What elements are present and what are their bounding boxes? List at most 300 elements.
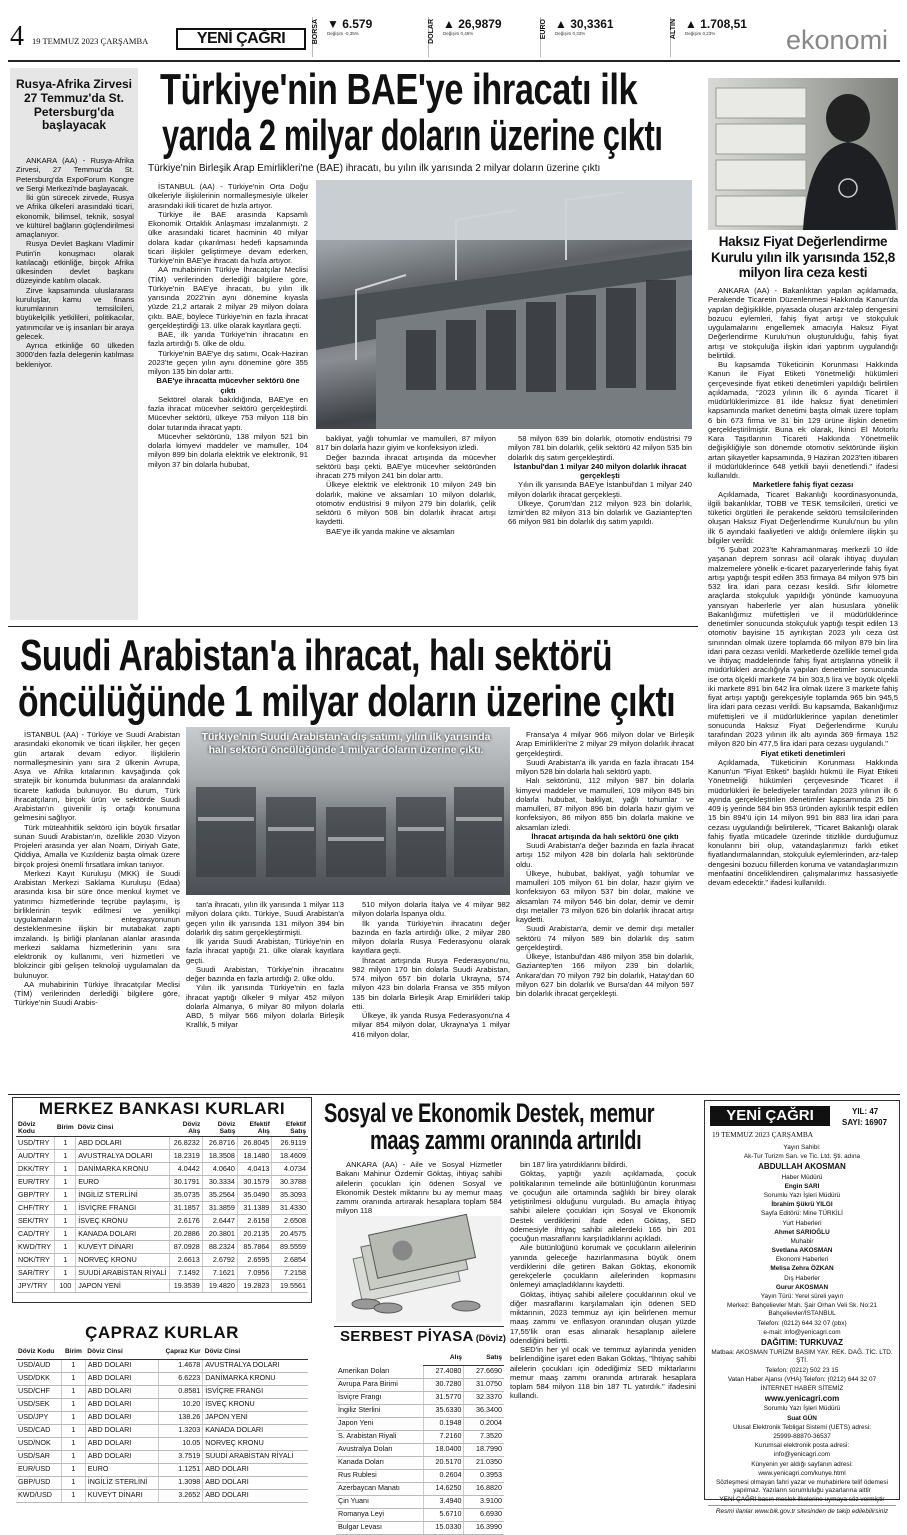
table-cell: ABD DOLARI	[203, 1476, 308, 1489]
ticker-change: Değişim 0,33%	[555, 31, 586, 37]
header-cell: Çapraz Kur	[158, 1346, 202, 1359]
capraz-table	[16, 1346, 308, 1503]
table-cell: EURO	[85, 1463, 158, 1476]
paragraph: İSTANBUL (AA) - Türkiye ve Suudi Arabistan arasındaki ekonomik ve ticari ilişkiler, her geçen gün artarak devam ediyor. İlişkilerin normalleşmesinin yanı sıra 2 ülkenin Avrupa, Asya ve Afrika kıtalarının kavşağında çok stratejik bir konumda bulunması da aralarındaki ticarete katkıda bulunuyor. Bu durum, Türk ihracatçıların, birçok ürün ve sektörde Suudi Arabistan'ın güvenilir iş ortağı konumuna gelmesini sağlıyor.	[14, 730, 180, 823]
table-row	[16, 1201, 308, 1214]
sidebar-title: Rusya-Afrika Zirvesi 27 Temmuz'da St. Petersburg'da başlayacak	[15, 77, 133, 133]
table-row	[16, 1149, 308, 1162]
table-cell: 20.4575	[272, 1227, 308, 1240]
table-cell: İSVEÇ KRONU	[203, 1398, 308, 1411]
table-row	[16, 1240, 308, 1253]
table-row	[336, 1404, 504, 1417]
table-row	[16, 1463, 308, 1476]
table-cell: Japon Yeni	[336, 1417, 423, 1430]
kunye-line: www.yenicagri.com/kunye.html	[758, 1469, 846, 1477]
table-row	[16, 1162, 308, 1175]
saudi-title-line2: öncülüğünde 1 milyar doların üzerine çıktı	[18, 677, 676, 726]
table-cell: 1	[55, 1188, 76, 1201]
table-cell: 20.2886	[169, 1227, 202, 1240]
table-cell: 30.7280	[423, 1378, 464, 1391]
table-cell: İNGİLİZ STERLİNİ	[76, 1188, 169, 1201]
table-cell: 35.2564	[202, 1188, 237, 1201]
port-container-photo	[316, 180, 692, 429]
table-cell: 7.2158	[272, 1266, 308, 1279]
kunye-line: info@yenicagri.com	[773, 1451, 831, 1459]
merkez-title: MERKEZ BANKASI KURLARI	[38, 1099, 286, 1118]
table-cell: JAPON YENİ	[203, 1411, 308, 1424]
table-row	[16, 1136, 308, 1149]
table-cell: 2.6854	[272, 1253, 308, 1266]
table-cell: 31.3859	[202, 1201, 237, 1214]
table-row	[336, 1443, 504, 1456]
table-row	[16, 1489, 308, 1502]
table-row	[336, 1495, 504, 1508]
paragraph: ANKARA (AA) - Aile ve Sosyal Hizmetler Bakanı Mahinur Özdemir Göktaş, ihtiyaç sahibi ailelerin çocukları için ödenen Sosyal ve Ekonomik Destek miktarını bu ay memur maaş zammı oranında artırarak hesaplara toplam 584 milyon 118	[336, 1160, 502, 1216]
ticker-2	[540, 17, 614, 57]
table-row	[336, 1365, 504, 1378]
paragraph: bakliyat, yağlı tohumlar ve mamulleri, 87 milyon 817 bin dolarla hazır giyim ve konfeksiyon izledi.	[316, 434, 496, 453]
kunye-line: Haber Müdürü	[781, 1173, 823, 1181]
header-cell: Alış	[423, 1352, 464, 1365]
table-cell: Kanada Doları	[336, 1456, 423, 1469]
kunye-line: Yayın Türü: Yerel süreli yayın	[760, 1293, 844, 1301]
table-cell: 1	[62, 1476, 86, 1489]
table-row	[336, 1417, 504, 1430]
table-cell: GBP/TRY	[16, 1188, 55, 1201]
table-cell: AVUSTRALYA DOLARI	[76, 1149, 169, 1162]
serbest-table	[336, 1352, 504, 1535]
ticker-label: EURO	[540, 19, 547, 40]
paragraph: İlk yarıda Türkiye'nin ihracatını değer bazında en fazla artırdığı ülke, 2 milyar 280 milyon dolarla Rusya Federasyonu olarak kayıtlara geçti.	[352, 918, 510, 956]
table-cell: Avustralya Doları	[336, 1443, 423, 1456]
table-header-row	[16, 1346, 308, 1359]
table-cell: 1	[62, 1424, 86, 1437]
table-cell: 1.4678	[158, 1359, 202, 1372]
table-cell: 30.3788	[272, 1175, 308, 1188]
paragraph: Açıklamada, Ticaret Bakanlığı koordinasyonunda, ilgili bakanlıklar, TOBB ve TESK temsilcileri, üretici ve tüketici örgütleri ile perakende sektörü temsilcilerinden oluşan Haksız Fiyat Değerlendirme Kurulu'nun bu yılın ilk 6 ayındaki faaliyetleri ve aldığı önlemlere ilişkin şu bilgiler verildi:	[708, 489, 898, 545]
table-cell: DKK/TRY	[16, 1162, 55, 1175]
table-cell: 85.7864	[237, 1240, 271, 1253]
header-cell: Satış	[464, 1352, 504, 1365]
kunye-line: www.yenicagri.com	[764, 1394, 840, 1404]
table-cell: 3.9100	[464, 1495, 504, 1508]
bae-title-line2: yarıda 2 milyar doların üzerine çıktı	[162, 111, 663, 160]
table-cell: 31.1857	[169, 1201, 202, 1214]
kunye-line: İbrahim Şükrü YILGI	[771, 1201, 833, 1209]
mid-rule	[8, 626, 698, 627]
table-cell: 1.1251	[158, 1463, 202, 1476]
paragraph: Ülkeye, Çorum'dan 212 milyon 923 bin dolarlık, İzmir'den 82 milyon 313 bin dolarlık ve Gaziantep'ten 66 milyon 981 bin dolarlık dış satım yapıldı.	[508, 498, 692, 527]
paragraph: Göktaş, yaptığı yazılı açıklamada, çocuk politikalarının temelinde aile bütünlüğünün korunması ve çocuğun aile ortamında sağlıklı bir birey olarak yetiştirilmesi olduğunu vurguladı. Bu amaçla ihtiyaç sahibi ailelere çocukları için Sosyal ve Ekonomik Destek verdiklerini ifade eden Göktaş, SED ödemesiyle ihtiyaç sahibi ailelerdeki 165 bin 201 çocuğun masraflarını karşıladıklarını açıkladı.	[510, 1169, 696, 1243]
paragraph: Türkiye ile BAE arasında Kapsamlı Ekonomik Ortaklık Anlaşması imzalanmıştı. 2 ülke arasındaki ticaret hacminin 40 milyar dolara kadar çıkarılması hedefi kapsamında ticari ilişkiler geliştirmeye devam ederken, Türkiye'nin BAE'ye ihracatı da hızla artıyor.	[148, 209, 308, 265]
table-cell: 1	[55, 1227, 76, 1240]
table-cell: 32.3370	[464, 1391, 504, 1404]
paragraph: BAE, ilk yarıda Türkiye'nin ihracatını en fazla artırdığı 5. ülke de oldu.	[148, 330, 308, 349]
table-cell: 1	[62, 1450, 86, 1463]
kunye-line: Telefon: (0212) 502 23 15	[765, 1366, 839, 1374]
kunye-logo	[710, 1106, 830, 1126]
table-cell: Bulgar Levası	[336, 1521, 423, 1534]
table-cell: 18.1480	[237, 1149, 271, 1162]
table-cell: Azerbaycan Manatı	[336, 1482, 423, 1495]
table-cell: ABD DOLARI	[85, 1385, 158, 1398]
section-name: ekonomi	[786, 25, 889, 55]
table-row	[16, 1253, 308, 1266]
table-cell: CAD/TRY	[16, 1227, 55, 1240]
table-cell: 35.6330	[423, 1404, 464, 1417]
table-cell: 1.3098	[158, 1476, 202, 1489]
table-cell: DANİMARKA KRONU	[203, 1372, 308, 1385]
table-row	[336, 1391, 504, 1404]
table-cell: AUD/TRY	[16, 1149, 55, 1162]
table-row	[16, 1266, 308, 1279]
kunye-line: Sayfa Editörü: Mine TÜRKİLİ	[761, 1210, 843, 1218]
serbest-title: SERBEST PİYASA	[340, 1328, 474, 1345]
fiyat-body	[708, 286, 898, 1091]
ticker-label: BORSA	[312, 19, 319, 45]
table-cell: 0.1948	[423, 1417, 464, 1430]
paragraph: Ayrıca etkinliğe 60 ülkeden 3000'den fazla delegenin katılması bekleniyor.	[16, 341, 134, 369]
paragraph: ANKARA (AA) - Rusya-Afrika Zirvesi, 27 Temmuz'da St. Petersburg'da ExpoForum Kongre ve Sergi Merkezi'nde başlayacak.	[16, 156, 134, 193]
table-cell: 5.6710	[423, 1508, 464, 1521]
table-cell: 0.2604	[423, 1469, 464, 1482]
table-cell: KUVEYT DİNARI	[85, 1489, 158, 1502]
paragraph: Değer bazında ihracat artışında da mücevher sektörü başı çekti. BAE'ye mücevher sektöründen ihracatı 275 milyon 241 bin dolar arttı.	[316, 452, 496, 480]
paragraph: Mücevher sektörünü, 138 milyon 521 bin dolarla kimyevi maddeler ve mamuller, 104 milyon 899 bin dolarla elektrik ve elektronik, 91 milyon 37 bin dolarla hububat,	[148, 431, 308, 469]
paragraph: bin 187 lira yatırdıklarını bildirdi.	[520, 1160, 628, 1169]
kunye-line: Gurur AKOSMAN	[775, 1283, 829, 1291]
table-cell: 1	[62, 1385, 86, 1398]
table-cell: JPY/TRY	[16, 1279, 55, 1292]
table-cell: 7.0956	[237, 1266, 271, 1279]
table-cell: 2.6508	[272, 1214, 308, 1227]
paragraph: Yılın ilk yarısında Türkiye'nin en fazla ihracat yaptığı ülkeler 9 milyar 452 milyon dolarla Almanya, 6 milyar 80 milyon dolarla ABD, 5 milyar 566 milyon dolarla Birleşik Krallık, 5 milyar	[186, 983, 344, 1030]
table-cell: 2.6792	[202, 1253, 237, 1266]
money-photo-art	[336, 1216, 502, 1322]
paragraph: Bu kapsamda Tüketicinin Korunması Hakkında Kanun ile Fiyat Etiketi Yönetmeliği hükümleri çerçevesinde fiyat etiketi denetimleri yapıldığı belirtilen açıklamada, "2023 yılının ilk 6 ayında Ticaret il müdürlüklerimizce 81 ilde haksız fiyat denetimleri kapsamında market denetimi başta olmak üzere toplam 6 bin 673 firma ve 31 bin 129 ürüne ilişkin denetim gerçekleştirilmiştir. Buna ek olarak, İkinci El Motorlu Kara Taşıtlarının Ticareti Hakkında Yönetmelik değişikliğiyle son dönemde otomotiv sektöründe ilişkin artan şikayetler kapsamında, 9 Haziran 2023'ten itibaren il müdürlüklerince 648 yetkili bayii denetlendi." ifadesi kullanıldı.	[708, 360, 898, 480]
table-cell: ABD DOLARI	[85, 1437, 158, 1450]
table-cell: 1	[55, 1253, 76, 1266]
table-row	[16, 1359, 308, 1372]
table-cell: 19.4820	[202, 1279, 237, 1292]
table-cell: İSVEÇ KRONU	[76, 1214, 169, 1227]
paragraph: İhracat artışında Rusya Federasyonu'nu, 982 milyon 170 bin dolarla Suudi Arabistan, 574 milyon 657 bin dolarla Ukrayna, 574 milyon 423 bin dolarla Fransa ve 355 milyon 135 bin dolarla Birleşik Arap Emirlikleri takip etti.	[352, 955, 510, 1011]
table-row	[336, 1508, 504, 1521]
table-cell: 1	[62, 1398, 86, 1411]
table-cell: 26.8716	[202, 1136, 237, 1149]
table-cell: 35.0490	[237, 1188, 271, 1201]
table-cell: SUUDİ ARABİSTAN RİYALİ	[76, 1266, 169, 1279]
table-cell: 35.3093	[272, 1188, 308, 1201]
table-cell: 10.05	[158, 1437, 202, 1450]
table-cell: ABD DOLARI	[85, 1359, 158, 1372]
table-cell: 1	[62, 1463, 86, 1476]
header-cell: Döviz Cinsi	[76, 1122, 169, 1136]
ticker-change: Değişim 0,46%	[443, 31, 474, 37]
table-cell: 1	[62, 1411, 86, 1424]
table-cell: KWD/TRY	[16, 1240, 55, 1253]
table-cell: ABD DOLARI	[85, 1372, 158, 1385]
table-cell: Rus Rublesi	[336, 1469, 423, 1482]
table-row	[336, 1469, 504, 1482]
paragraph: Türk müteahhitlik sektörü için büyük fırsatlar sunan Suudi Arabistan'ın, özellikle 2030 Vizyon Projeleri arasında yer alan Noam, Diriyah Gate, Qiddiya, Amalla ve Kızıldeniz başta olmak üzere birçok projesi önemli fırsatlara imkan tanıyor.	[14, 822, 180, 869]
table-cell: KWD/USD	[16, 1489, 62, 1502]
table-cell: 2.6595	[237, 1253, 271, 1266]
kunye-yil: YIL: 47	[852, 1107, 879, 1116]
table-cell: Avrupa Para Birimi	[336, 1378, 423, 1391]
table-cell: İSVİÇRE FRANGI	[76, 1201, 169, 1214]
table-cell: 19.2823	[237, 1279, 271, 1292]
table-cell: 138.26	[158, 1411, 202, 1424]
table-cell: 4.0413	[237, 1162, 271, 1175]
paragraph: Suudi Arabistan'a değer bazında en fazla ihracat artışı 152 milyon 428 bin dolarla halı sektöründe oldu.	[516, 841, 694, 869]
paragraph: Suudi Arabistan'a, demir ve demir dışı metaller sektörü 74 milyon 589 bin dolarlık dış satım gerçekleştirdi.	[516, 924, 694, 952]
table-cell: KANADA DOLARI	[203, 1424, 308, 1437]
kunye-line: Melisa Zehra ÖZKAN	[770, 1265, 834, 1273]
table-cell: 31.0750	[464, 1378, 504, 1391]
table-cell: 2.6176	[169, 1214, 202, 1227]
table-cell: 36.3400	[464, 1404, 504, 1417]
table-cell: İNGİLİZ STERLİNİ	[85, 1476, 158, 1489]
table-cell: 27.6690	[464, 1365, 504, 1378]
table-cell: 16.3990	[464, 1521, 504, 1534]
table-cell: SAR/TRY	[16, 1266, 55, 1279]
subheading: Fiyat etiketi denetimleri	[760, 748, 846, 758]
market-inspector-photo	[708, 78, 898, 230]
kunye-line: e-mail: info@yenicagri.com	[763, 1328, 841, 1336]
saudi-title-line1: Suudi Arabistan'a ihracat, halı sektörü	[20, 631, 613, 680]
table-cell: 18.7990	[464, 1443, 504, 1456]
header-cell: Döviz Alış	[169, 1122, 202, 1136]
table-cell: 1	[55, 1162, 76, 1175]
table-cell: 1	[55, 1240, 76, 1253]
kunye-line: YENİ ÇAĞRI basın meslek ilkelerine uymaya söz vermiştir	[719, 1496, 885, 1504]
paragraph: tan'a ihracatı, yılın ilk yarısında 1 milyar 113 milyon dolara çıktı. Türkiye, Suudi Arabistan'a geçen yılın ilk yarısında 131 milyon 394 bin dolarlık dış satım gerçekleştirmişti.	[186, 900, 344, 937]
table-row	[16, 1424, 308, 1437]
table-cell: 10.20	[158, 1398, 202, 1411]
header-cell	[336, 1352, 423, 1365]
table-cell: KANADA DOLARI	[76, 1227, 169, 1240]
paragraph: Sektörel olarak bakıldığında, BAE'ye en fazla ihracat mücevher sektörü gerçekleştirdi. Mücevher sektörü, ülkeye 753 milyon 118 bin dolar tutarında ihracat yaptı.	[148, 394, 308, 432]
kunye-line: Yayın Sahibi:	[783, 1144, 821, 1151]
page-number: 4	[10, 21, 24, 52]
table-cell: USD/DKK	[16, 1372, 62, 1385]
subheading: İhracat artışında da halı sektörü öne çıktı	[531, 831, 679, 841]
ticker-value: ▼ 6.579	[327, 17, 373, 31]
paragraph: Ülkeye, hububat, bakliyat, yağlı tohumlar ve mamulleri 105 milyon 61 bin dolar, hazır giyim ve konfeksiyon 63 milyon 537 bin dolar, makine ve aksamları 74 milyon 546 bin dolar, demir ve demir dışı metaller 73 milyon 626 bin dolarlık ihracat artışı kaydetti.	[516, 868, 694, 924]
bae-column-1	[148, 182, 308, 602]
table-cell: 14.6250	[423, 1482, 464, 1495]
paragraph: SED'in her yıl ocak ve temmuz aylarında yeniden belirlendiğine işaret eden Bakan Göktaş, "İhtiyaç sahibi ailelerin çocukları için ödediğimiz SED miktarlarını memur maaş zammı oranında artırarak hesaplara toplam 584 milyon 118 bin 187 TL yatırdık." ifadesini kullandı.	[510, 1345, 696, 1401]
paragraph: 510 milyon dolarla İtalya ve 4 milyar 982 milyon dolarla İspanya oldu.	[352, 900, 510, 919]
table-cell: JAPON YENİ	[76, 1279, 169, 1292]
paragraph: İki gün sürecek zirvede, Rusya ve Afrika ülkeleri arasındaki ticari, ekonomik, bilimsel, teknik, sosyal ve kültürel bağların güçlendirilmesi amaçlanıyor.	[16, 193, 134, 239]
paragraph: AA muhabirinin Türkiye İhracatçılar Meclisi (TİM) verilerinden derlediği bilgilere göre, Türkiye'nin Suudi Arabis-	[14, 979, 180, 1008]
header-rule	[8, 60, 900, 62]
table-cell: 3.4940	[423, 1495, 464, 1508]
table-row	[16, 1175, 308, 1188]
table-row	[16, 1437, 308, 1450]
table-cell: 2.6613	[169, 1253, 202, 1266]
kunye-line: Kurumsal elektronik posta adresi:	[754, 1442, 850, 1450]
capraz-table-wrap	[16, 1346, 308, 1503]
bae-column-3	[508, 434, 692, 604]
ticker-value: ▲ 26,9879	[443, 17, 502, 31]
ticker-value: ▲ 1.708,51	[685, 17, 747, 31]
paragraph: Ülkeye, ilk yarıda Rusya Federasyonu'na 4 milyar 854 milyon dolar, Ukrayna'ya 1 milyar 416 milyon dolar,	[352, 1011, 510, 1039]
table-cell: 1	[62, 1489, 86, 1502]
ticker-1	[428, 17, 502, 57]
table-cell: DANİMARKA KRONU	[76, 1162, 169, 1175]
paragraph: AA muhabirinin Türkiye İhracatçılar Meclisi (TİM) verilerinden derlediği bilgilere göre, Türkiye'nin BAE'ye ihracatı, bu yılın ilk yarısında 2022'nin aynı dönemine kıyasla yüzde 21,2 artarak 2 milyar 29 milyon dolara çıktı. BAE, böylece Türkiye'nin en fazla ihracat gerçekleştirdiği 13. ülke olarak kayıtlara geçti.	[148, 265, 308, 330]
table-cell: 15.0330	[423, 1521, 464, 1534]
table-cell: 1	[62, 1437, 86, 1450]
table-cell: 6.6223	[158, 1372, 202, 1385]
bae-title-line1: Türkiye'nin BAE'ye ihracatı ilk	[160, 65, 638, 114]
table-cell: 1	[62, 1359, 86, 1372]
paragraph: Göktaş, ihtiyaç sahibi ailelere çocuklarının okul ve diğer masraflarını karşılamaları için ödenen SED miktarının, 2023 temmuz ayı için belirlenen memur maaş zammı ve enflasyon oranından oluşan yüzde 17,55'lik oran esas alınarak hesaplanıp ailelere ödendiğini belirtti.	[510, 1289, 696, 1345]
paragraph: 58 milyon 639 bin dolarlık, otomotiv endüstrisi 79 milyon 781 bin dolarlık, çelik sektörü 42 milyon 535 bin dolarlık dış satım gerçekleştirdi.	[508, 434, 692, 462]
kunye-line: Sorumlu Yazı İşleri Müdürü	[763, 1191, 841, 1199]
table-cell: KUVEYT DİNARI	[76, 1240, 169, 1253]
kunye-line: Sözleşmesi olmayan fahri yazar ve muhabirlere telif ödemesi yapılmaz. Yazıların sorumluluğu yazarlarına aittir	[716, 1478, 888, 1495]
paragraph: ANKARA (AA) - Bakanlıktan yapılan açıklamada, Perakende Ticaretin Düzenlenmesi Hakkında Kanun'da yapılan değişiklikle, piyasada oluşan arz-talep dengesini bozucu eylemleri, fahiş fiyat artışı ve stokçuluk uygulamalarını engellemek amacıyla Haksız Fiyat Değerlendirme Kurulu'nun oluşturulduğu, fahiş fiyat artışı ve stokçuluğa ilişkin idari yaptırım uygulandığı belirtildi.	[708, 286, 898, 360]
table-cell: 21.0350	[464, 1456, 504, 1469]
paragraph: Suudi Arabistan'a ilk yarıda en fazla ihracatı 154 milyon 528 bin dolarla halı sektörü yaptı.	[516, 757, 694, 776]
paragraph: Halı sektörünü, 112 milyon 987 bin dolarla kimyevi maddeler ve mamulleri, 109 milyon 845 bin dolarla hububat, bakliyat, yağlı tohumlar ve mamulleri, 87 milyon 896 bin dolarla hazır giyim ve konfeksiyon, 86 milyon 855 bin dolarla makine ve aksamları izledi.	[516, 776, 694, 832]
saudi-column-3	[352, 900, 510, 1092]
table-cell: 26.9119	[272, 1136, 308, 1149]
paragraph: Yılın ilk yarısında BAE'ye İstanbul'dan 1 milyar 240 milyon dolarlık ihracat gerçekleşti.	[508, 480, 692, 499]
serbest-title-small: (Döviz)	[475, 1333, 506, 1343]
table-cell: USD/CAD	[16, 1424, 62, 1437]
table-cell: ABD DOLARI	[203, 1489, 308, 1502]
table-row	[16, 1398, 308, 1411]
table-cell: 1	[62, 1372, 86, 1385]
kunye-line: Yurt Haberleri	[782, 1219, 822, 1227]
table-cell: 1	[55, 1149, 76, 1162]
table-cell: USD/CHF	[16, 1385, 62, 1398]
subheading: Marketlere fahiş fiyat cezası	[752, 480, 854, 490]
table-cell: 20.2135	[237, 1227, 271, 1240]
kunye-line: 25999-88870-36537	[773, 1432, 831, 1440]
table-cell: 26.8232	[169, 1136, 202, 1149]
paragraph: Türkiye'nin BAE'ye dış satımı, Ocak-Haziran 2023'te geçen yılın aynı dönemine göre 355 milyon 135 bin dolar arttı.	[148, 348, 308, 376]
header-cell: Birim	[55, 1122, 76, 1136]
kunye-line: ABDULLAH AKOSMAN	[758, 1162, 846, 1172]
table-cell: 18.2319	[169, 1149, 202, 1162]
table-cell: 2.6447	[202, 1214, 237, 1227]
kunye-line: Resmi ilanlar www.bik.gov.tr sitesinden de takip edilebilirsiniz	[708, 1505, 896, 1516]
kunye-line: Dış Haberler	[784, 1274, 820, 1282]
table-cell: 7.3520	[464, 1430, 504, 1443]
table-row	[16, 1476, 308, 1489]
paragraph: Ülkeye, İstanbul'dan 486 milyon 358 bin dolarlık, Gaziantep'ten 166 milyon 239 bin dolarlık, Ankara'dan 70 milyon 792 bin dolarlık, Hatay'dan 60 milyon 627 bin dolarlık ve Bursa'dan 44 milyon 597 bin dolarlık ihracat gerçekleşti.	[516, 952, 694, 998]
table-cell: Çin Yuanı	[336, 1495, 423, 1508]
kunye-line: İNTERNET HABER SİTEMİZ	[760, 1384, 844, 1392]
brand-logo	[176, 28, 306, 50]
ticker-value: ▲ 30,3361	[555, 17, 614, 31]
table-cell: USD/NOK	[16, 1437, 62, 1450]
table-cell: USD/JPY	[16, 1411, 62, 1424]
paragraph: Ülkeye elektrik ve elektronik 10 milyon 249 bin dolarlık, makine ve aksamları 10 milyon dolarlık, otomotiv endüstrisi 9 milyon 279 bin dolarlık, çelik sektörü 6 milyon 508 bin dolarlık ihracat artışı kaydetti.	[316, 480, 496, 527]
header-cell: Döviz Satış	[202, 1122, 237, 1136]
table-cell: Amerikan Doları	[336, 1365, 423, 1378]
lower-rule	[8, 1094, 900, 1095]
table-cell: 1.3203	[158, 1424, 202, 1437]
table-cell: ABD DOLARI	[203, 1463, 308, 1476]
table-cell: ABD DOLARI	[85, 1450, 158, 1463]
table-row	[336, 1430, 504, 1443]
table-cell: 4.0442	[169, 1162, 202, 1175]
table-cell: 3.2652	[158, 1489, 202, 1502]
paragraph: İlk yarıda Suudi Arabistan, Türkiye'nin en fazla ihracat yaptığı 21. ülke olarak kayıtlara geçti.	[186, 937, 344, 965]
table-cell: 3.7519	[158, 1450, 202, 1463]
serbest-table-wrap	[336, 1352, 504, 1535]
table-cell: 31.5770	[423, 1391, 464, 1404]
table-row	[336, 1378, 504, 1391]
table-cell: 30.3334	[202, 1175, 237, 1188]
kunye-line: Ulusal Elektronik Tebligat Sistemi (UETS) adresi:	[732, 1423, 872, 1431]
sosyal-title-line2: maaş zammı oranında artırıldı	[370, 1125, 642, 1155]
table-row	[16, 1372, 308, 1385]
table-cell: 1	[55, 1175, 76, 1188]
kunye-line: Muhabir	[790, 1237, 814, 1245]
table-cell: 1	[55, 1136, 76, 1149]
table-cell: 7.2160	[423, 1430, 464, 1443]
paragraph: "6 Şubat 2023'te Kahramanmaraş merkezli 10 ilde yaşanan deprem sonrası acil olarak ihtiyaç duyulan malzemelere yönelik e-ticaret pazaryerlerinde fahiş fiyat artışı yaptığı tespit edilen 353 firmaya 84 milyon 975 bin 532 lira idari para cezası kesildi. Sıfır kilometre araçlarda stokçuluk yapıldığı yönünde kamuoyuna yansıyan haberlerle yer alan hususlara yönelik Bakanlığımız müfettişleri ve il müdürlüklerince denetimler sonucunda stokçuluk yaptığı tespit edilen 13 otomotiv bayisine 15 ayrıkıştan 2023 yılı ceza üst sınırından olmak üzere toplamda 66 milyon 879 bin lira idari para cezası verildi. Marketlerde özellikle temel gıda ve ihtiyaç maddelerinde fahiş fiyat artışlarına yönelik il müdürlükleri aracılığıyla yapılan denetimler sonucunda ise orta ölçekli markete 74 bin 303,5 lira ve büyük ölçekli iki markete 891 bin 642 lira olmak üzere 3 markete fahiş fiyat artışı yaptığı gerekçesiyle toplamda 965 bin 945,5 lira idari para cezası verildi. Bu kapsamda, Bakanlığımız müfettişleri ve il müdürlüklerince yapılan denetimler sonucunda Haksız Fiyat Değerlendirme Kurulu tarafından 2023 yılının ilk altı ayında 369 firmaya 152 milyon 820 bin 477,5 lira idari para cezası uygulandı."	[708, 545, 898, 749]
table-row	[336, 1482, 504, 1495]
ticker-change: Değişim 0,23%	[685, 31, 716, 37]
table-cell: 87.0928	[169, 1240, 202, 1253]
table-cell: 19.5561	[272, 1279, 308, 1292]
kunye-line: Engin SARI	[784, 1182, 820, 1190]
port-photo-art	[316, 180, 692, 429]
kunye-body	[708, 1144, 896, 1516]
table-cell: 0.2004	[464, 1417, 504, 1430]
kunye-brand: YENİ ÇAĞRI	[726, 1107, 814, 1124]
kunye-line: Künyenin yer aldığı sayfanın adresi:	[751, 1460, 853, 1468]
saudi-caption: Türkiye'nin Suudi Arabistan'a dış satımı, yılın ilk yarısında halı sektörü öncülüğünde 1 milyar doların üzerine çıktı.	[201, 731, 491, 756]
table-cell: 1	[55, 1214, 76, 1227]
paragraph: Açıklamada, Tüketicinin Korunması Hakkında Kanun'un "Fiyat Etiketi" başlıklı hükmü ile Fiyat Etiketi Yönetmeliği hükümleri çerçevesinde Ticaret il müdürlükleri ile belediyeler tarafından 2023 yılının ilk 6 ayında gerçekleştirilen denetimler kapsamında 25 bin 409 iş yerinde 584 bin 953 üründen aykırılık tespit edilen 15 bin 894'ü için 14 milyon 991 bin 883 lira idari para cezası uygulandığı belirtilerek, "Ticaret Bakanlığı olarak fahiş fiyatla mücadele üzerinde titizlikle durduğumuz konularını biri olup, vatandaşlarımızı farklı etiket fiyatlandırmalarından, stokçuluk eylemlerinden, arz-talep dengesini bozucu fiillerden koruma ve vatandaşlarımızın menfaatini önceliklendiren çalışmalarımız hassasiyetle devam edecektir." ifadesi kullanıldı.	[708, 757, 898, 887]
table-cell: 31.1389	[237, 1201, 271, 1214]
table-cell: ABD DOLARI	[85, 1411, 158, 1424]
table-cell: 35.0735	[169, 1188, 202, 1201]
table-cell: 1	[55, 1266, 76, 1279]
ticker-label: ALTIN	[670, 19, 677, 40]
table-cell: USD/AUD	[16, 1359, 62, 1372]
table-row	[336, 1456, 504, 1469]
table-cell: AVUSTRALYA DOLARI	[203, 1359, 308, 1372]
header-cell: Döviz Kodu	[16, 1346, 62, 1359]
table-cell: İngiliz Sterlini	[336, 1404, 423, 1417]
table-cell: 20.3801	[202, 1227, 237, 1240]
table-cell: İSVİÇRE FRANGI	[203, 1385, 308, 1398]
kunye-line: Svetlana AKOSMAN	[771, 1247, 833, 1255]
paragraph: Aile bütünlüğünü korumak ve çocukların ailelerinin yanında geleceğe hazırlanmasına büyük önem verdiklerini dile getiren Bakan Göktaş, ekonomik gerekçelerle çocukların ailelerinden kopmasını önlemeyi amaçladıklarını kaydetti.	[510, 1243, 696, 1290]
saudi-column-2	[186, 900, 344, 1092]
kunye-line: Ekonomi Haberleri	[775, 1256, 829, 1264]
brand-name: YENİ ÇAĞRI	[196, 30, 286, 48]
table-cell: 100	[55, 1279, 76, 1292]
table-cell: SEK/TRY	[16, 1214, 55, 1227]
table-cell: ABD DOLARI	[85, 1424, 158, 1437]
table-header-row	[16, 1122, 308, 1136]
table-cell: 31.4330	[272, 1201, 308, 1214]
saudi-column-1	[14, 730, 180, 1092]
header-cell: Döviz Cinsi	[203, 1346, 308, 1359]
